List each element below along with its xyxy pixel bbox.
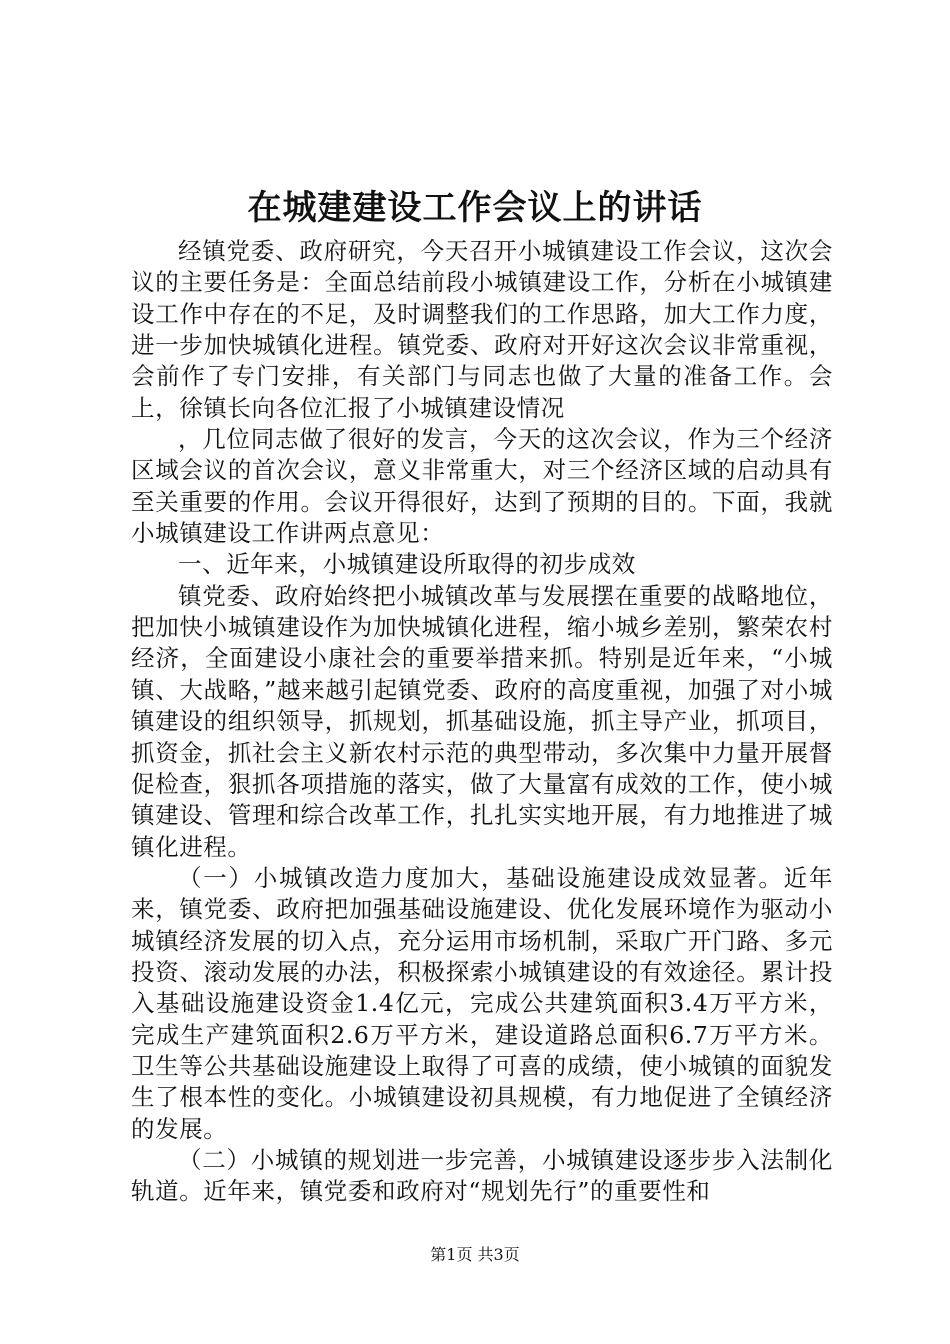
document-body xyxy=(131,236,833,1208)
paragraph-1: 经镇党委、政府研究，今天召开小城镇建设工作会议，这次会议的主要任务是：全面总结前段小城镇建设工作，分析在小城镇建设工作中存在的不足，及时调整我们的工作思路，加大工作力度，进一步加快城镇化进程。镇党委、政府对开好这次会议非常重视，会前作了专门安排，有关部门与同志也做了大量的准备工作。会上，徐镇长向各位汇报了小城镇建设情况 xyxy=(131,237,833,422)
section-heading-1: 一、近年来，小城镇建设所取得的初步成效 xyxy=(178,550,636,579)
document-title: 在城建建设工作会议上的讲话 xyxy=(247,188,703,228)
paragraph-5: （二）小城镇的规划进一步完善，小城镇建设逐步步入法制化轨道。近年来，镇党委和政府对“规划先行”的重要性和 xyxy=(131,1145,833,1206)
paragraph-2: ，几位同志做了很好的发言，今天的这次会议，作为三个经济区域会议的首次会议，意义非常重大，对三个经济区域的启动具有至关重要的作用。会议开得很好，达到了预期的目的。下面，我就小城镇建设工作讲两点意见： xyxy=(131,425,833,548)
paragraph-4: （一）小城镇改造力度加大，基础设施建设成效显著。近年来，镇党委、政府把加强基础设施建设、优化发展环境作为驱动小城镇经济发展的切入点，充分运用市场机制，采取广开门路、多元投资、滚动发展的办法，积极探索小城镇建设的有效途径。累计投入基础设施建设资金1.4亿元，完成公共建筑面积3.4万平方米，完成生产建筑面积2.6万平方米，建设道路总面积6.7万平方米。卫生等公共基础设施建设上取得了可喜的成绩，使小城镇的面貌发生了根本性的变化。小城镇建设初具规模，有力地促进了全镇经济的发展。 xyxy=(131,863,833,1143)
paragraph-3: 镇党委、政府始终把小城镇改革与发展摆在重要的战略地位，把加快小城镇建设作为加快城镇化进程，缩小城乡差别，繁荣农村经济，全面建设小康社会的重要举措来抓。特别是近年来，“小城镇、大战略，”越来越引起镇党委、政府的高度重视，加强了对小城镇建设的组织领导，抓规划，抓基础设施，抓主导产业，抓项目，抓资金，抓社会主义新农村示范的典型带动，多次集中力量开展督促检查，狠抓各项措施的落实，做了大量富有成效的工作，使小城镇建设、管理和综合改革工作，扎扎实实地开展，有力地推进了城镇化进程。 xyxy=(131,581,833,861)
page-footer: 第1页 共3页 xyxy=(430,1245,520,1264)
